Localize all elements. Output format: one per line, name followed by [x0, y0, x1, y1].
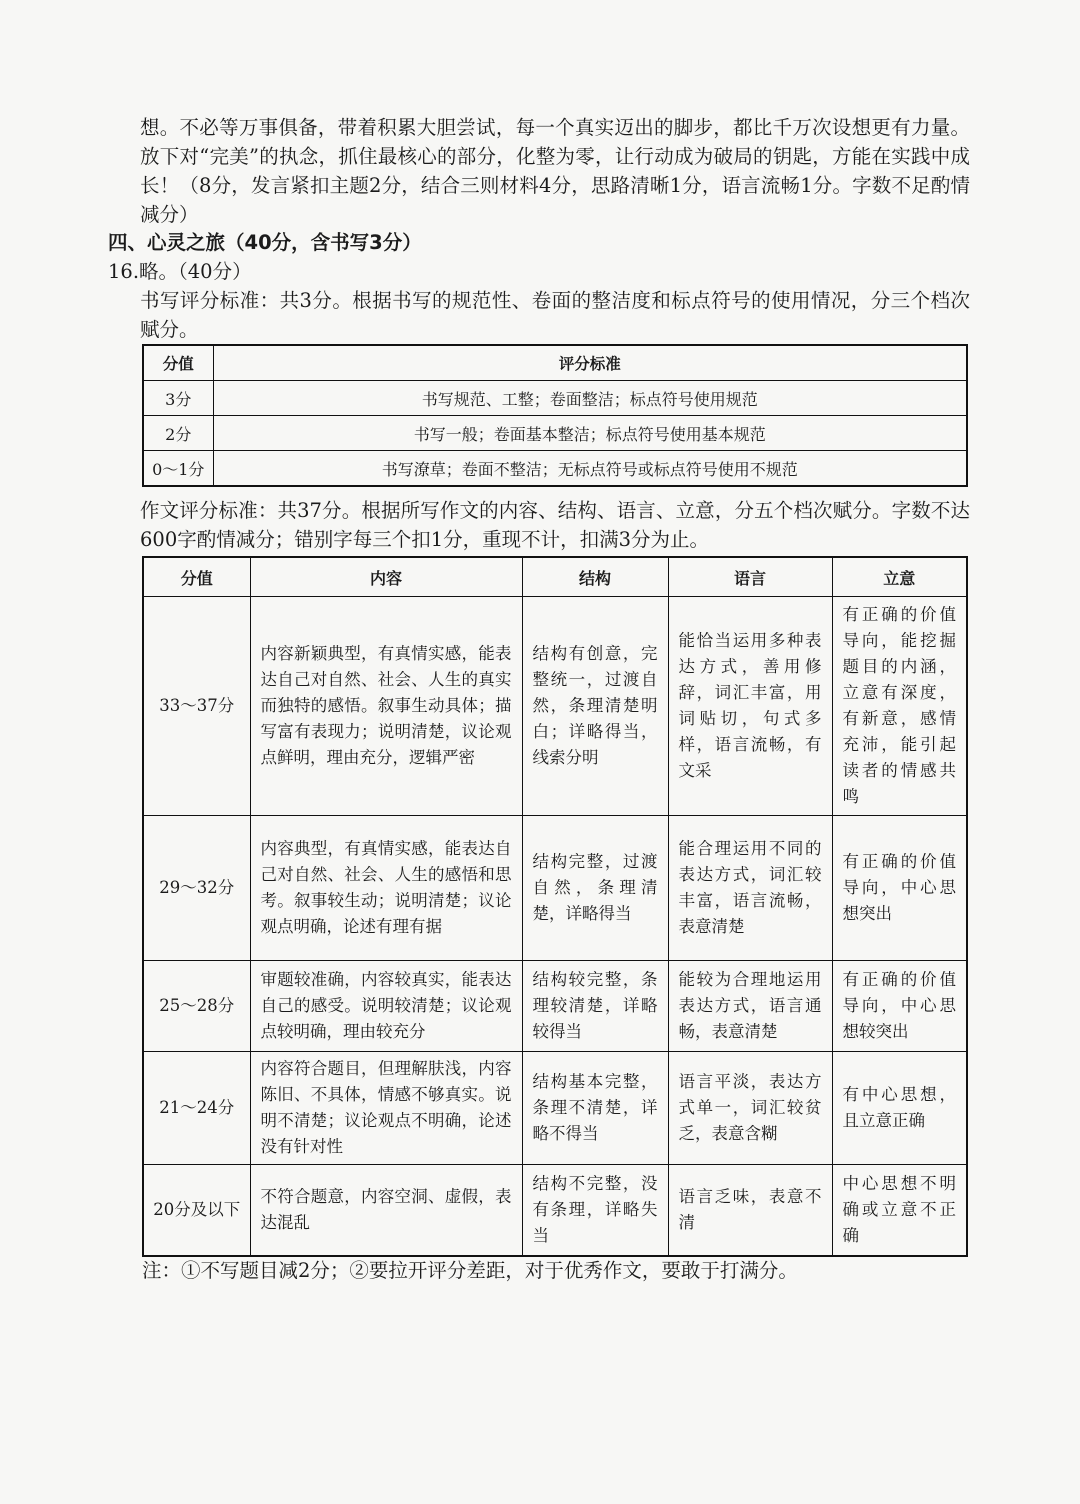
theme-cell: 中心思想不明确或立意不正确 [832, 1165, 967, 1257]
structure-cell: 结构有创意，完整统一，过渡自然，条理清楚明白；详略得当，线索分明 [522, 597, 668, 816]
header-cell: 语言 [668, 557, 832, 597]
score-cell: 25～28分 [143, 961, 250, 1052]
theme-cell: 有正确的价值导向，中心思想突出 [832, 816, 967, 961]
writing-criteria-table [142, 344, 968, 487]
essay-criteria-table [142, 556, 968, 1257]
writing-criteria-intro: 书写评分标准：共3分。根据书写的规范性、卷面的整洁度和标点符号的使用情况，分三个档次赋分。 [140, 289, 970, 341]
score-cell: 21～24分 [143, 1052, 250, 1165]
table-row [143, 1052, 967, 1165]
language-cell: 能较为合理地运用表达方式，语言通畅，表意清楚 [668, 961, 832, 1052]
paragraph-continuation: 想。不必等万事俱备，带着积累大胆尝试，每一个真实迈出的脚步，都比千万次设想更有力量。放下对“完美”的执念，抓住最核心的部分，化整为零，让行动成为破局的钥匙，方能在实践中成长！（8分，发言紧扣主题2分，结合三则材料4分，思路清晰1分，语言流畅1分。字数不足酌情减分） [140, 116, 970, 226]
criteria-cell: 书写一般；卷面基本整洁；标点符号使用基本规范 [213, 416, 967, 451]
header-cell: 结构 [522, 557, 668, 597]
structure-cell: 结构基本完整，条理不清楚，详略不得当 [522, 1052, 668, 1165]
content-cell: 审题较准确，内容较真实，能表达自己的感受。说明较清楚；议论观点较明确，理由较充分 [250, 961, 522, 1052]
language-cell: 语言平淡，表达方式单一，词汇较贫乏，表意含糊 [668, 1052, 832, 1165]
theme-cell: 有正确的价值导向，能挖掘题目的内涵，立意有深度，有新意，感情充沛，能引起读者的情感共鸣 [832, 597, 967, 816]
table-row [143, 816, 967, 961]
score-cell: 0～1分 [143, 451, 213, 487]
table-row [143, 451, 967, 487]
score-cell: 2分 [143, 416, 213, 451]
header-cell: 立意 [832, 557, 967, 597]
criteria-cell: 书写潦草；卷面不整洁；无标点符号或标点符号使用不规范 [213, 451, 967, 487]
score-cell: 29～32分 [143, 816, 250, 961]
score-cell: 3分 [143, 381, 213, 416]
table-row [143, 1165, 967, 1257]
structure-cell: 结构不完整，没有条理，详略失当 [522, 1165, 668, 1257]
theme-cell: 有正确的价值导向，中心思想较突出 [832, 961, 967, 1052]
table-header-row [143, 345, 967, 381]
table-row [143, 961, 967, 1052]
structure-cell: 结构完整，过渡自然，条理清楚，详略得当 [522, 816, 668, 961]
question-16: 16.略。（40分） [108, 260, 252, 283]
language-cell: 能合理运用不同的表达方式，词汇较丰富，语言流畅，表意清楚 [668, 816, 832, 961]
table-row [143, 381, 967, 416]
section-heading: 四、心灵之旅（40分，含书写3分） [108, 231, 422, 254]
table-row [143, 597, 967, 816]
structure-cell: 结构较完整，条理较清楚，详略较得当 [522, 961, 668, 1052]
essay-criteria-intro: 作文评分标准：共37分。根据所写作文的内容、结构、语言、立意，分五个档次赋分。字数不达600字酌情减分；错别字每三个扣1分，重现不计，扣满3分为止。 [140, 499, 970, 551]
content-cell: 不符合题意，内容空洞、虚假，表达混乱 [250, 1165, 522, 1257]
score-cell: 33～37分 [143, 597, 250, 816]
content-cell: 内容符合题目，但理解肤浅，内容陈旧、不具体，情感不够真实。说明不清楚；议论观点不明确，论述没有针对性 [250, 1052, 522, 1165]
table-header-row [143, 557, 967, 597]
header-cell: 分值 [143, 345, 213, 381]
header-cell: 分值 [143, 557, 250, 597]
content-cell: 内容新颖典型，有真情实感，能表达自己对自然、社会、人生的真实而独特的感悟。叙事生动具体；描写富有表现力；说明清楚，议论观点鲜明，理由充分，逻辑严密 [250, 597, 522, 816]
content-cell: 内容典型，有真情实感，能表达自己对自然、社会、人生的感悟和思考。叙事较生动；说明清楚；议论观点明确，论述有理有据 [250, 816, 522, 961]
grading-note: 注：①不写题目减2分；②要拉开评分差距，对于优秀作文，要敢于打满分。 [142, 1259, 798, 1282]
table-row [143, 416, 967, 451]
criteria-cell: 书写规范、工整；卷面整洁；标点符号使用规范 [213, 381, 967, 416]
language-cell: 语言乏味，表意不清 [668, 1165, 832, 1257]
header-cell: 评分标准 [213, 345, 967, 381]
header-cell: 内容 [250, 557, 522, 597]
language-cell: 能恰当运用多种表达方式，善用修辞，词汇丰富，用词贴切，句式多样，语言流畅，有文采 [668, 597, 832, 816]
score-cell: 20分及以下 [143, 1165, 250, 1257]
theme-cell: 有中心思想，且立意正确 [832, 1052, 967, 1165]
